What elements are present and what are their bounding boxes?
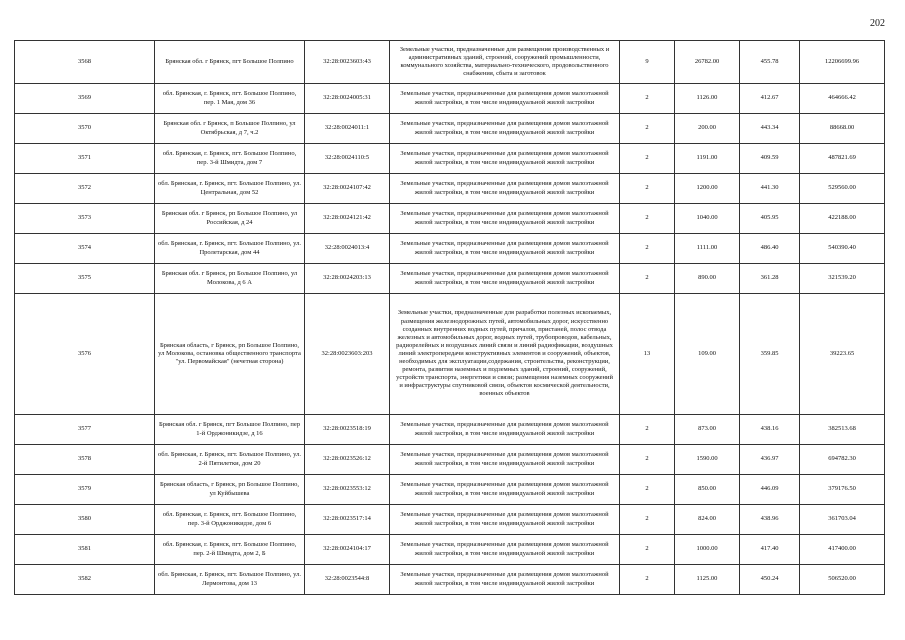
purpose-code-cell: 2 xyxy=(620,114,675,144)
address-cell: обл. Брянская, г. Брянск, пгт. Большое Полпино, пер. 3-й Орджоникидзе, дом 6 xyxy=(155,505,305,535)
purpose-code-cell: 2 xyxy=(620,535,675,565)
cadastral-value-cell: 382513.68 xyxy=(800,415,885,445)
purpose-code-cell: 2 xyxy=(620,415,675,445)
area-cell: 890.00 xyxy=(675,264,740,294)
purpose-code-cell: 2 xyxy=(620,84,675,114)
purpose-code-cell: 2 xyxy=(620,445,675,475)
specific-value-cell: 443.34 xyxy=(740,114,800,144)
cadastral-number-cell: 32:28:0024107:42 xyxy=(305,174,390,204)
land-purpose-cell: Земельные участки, предназначенные для разработки полезных ископаемых, размещения железнодорожных путей, автомобильных дорог, искусственно созданных внутренних водных путей, причалов, пристаней, полос отвода железных и автомобильных дорог, водных путей, трубопроводов, кабельных, радиорелейных и воздушных линий связи и линий радиофикации, воздушных линий электропередачи конструктивных элементов и сооружений, объектов, необходимых для эксплуатации,содержания, строительства, реконструкции, ремонта, развития наземных и подземных зданий, строений, сооружений, устройств транспорта, энергетики и связи; размещения наземных сооружений и инфраструктуры спутниковой связи, объектов космической деятельности, военных объектов xyxy=(390,294,620,415)
cadastral-value-cell: 321539.20 xyxy=(800,264,885,294)
land-purpose-cell: Земельные участки, предназначенные для размещения домов малоэтажной жилой застройки, в том числе индивидуальной жилой застройки xyxy=(390,204,620,234)
cadastral-value-cell: 464666.42 xyxy=(800,84,885,114)
row-number-cell: 3568 xyxy=(15,41,155,84)
purpose-code-cell: 2 xyxy=(620,475,675,505)
area-cell: 1191.00 xyxy=(675,144,740,174)
address-cell: Брянская обл. г Брянск, пгт Большое Полпино, пер 1-й Орджоникидзе, д 16 xyxy=(155,415,305,445)
land-purpose-cell: Земельные участки, предназначенные для размещения домов малоэтажной жилой застройки, в том числе индивидуальной жилой застройки xyxy=(390,234,620,264)
specific-value-cell: 417.40 xyxy=(740,535,800,565)
address-cell: обл. Брянская, г. Брянск, пгт. Большое Полпино, пер. 2-й Шмидта, дом 2, Б xyxy=(155,535,305,565)
table-row xyxy=(15,41,885,84)
land-purpose-cell: Земельные участки, предназначенные для размещения домов малоэтажной жилой застройки, в том числе индивидуальной жилой застройки xyxy=(390,415,620,445)
land-purpose-cell: Земельные участки, предназначенные для размещения домов малоэтажной жилой застройки, в том числе индивидуальной жилой застройки xyxy=(390,475,620,505)
table-row xyxy=(15,294,885,415)
table-row xyxy=(15,204,885,234)
table-row xyxy=(15,535,885,565)
cadastral-number-cell: 32:28:0024013:4 xyxy=(305,234,390,264)
address-cell: Брянская область, г Брянск, рп Большое Полпино, ул Молокова, остановка общественного транспорта "ул. Первомайская" (нечетная сторона) xyxy=(155,294,305,415)
cadastral-number-cell: 32:28:0023603:203 xyxy=(305,294,390,415)
specific-value-cell: 438.16 xyxy=(740,415,800,445)
address-cell: обл. Брянская, г. Брянск, пгт. Большое Полпино, ул. 2-й Пятилетки, дом 20 xyxy=(155,445,305,475)
row-number-cell: 3573 xyxy=(15,204,155,234)
purpose-code-cell: 13 xyxy=(620,294,675,415)
row-number-cell: 3571 xyxy=(15,144,155,174)
specific-value-cell: 436.97 xyxy=(740,445,800,475)
land-purpose-cell: Земельные участки, предназначенные для размещения домов малоэтажной жилой застройки, в том числе индивидуальной жилой застройки xyxy=(390,144,620,174)
row-number-cell: 3581 xyxy=(15,535,155,565)
specific-value-cell: 455.78 xyxy=(740,41,800,84)
cadastral-number-cell: 32:28:0023603:43 xyxy=(305,41,390,84)
row-number-cell: 3570 xyxy=(15,114,155,144)
cadastral-number-cell: 32:28:0023544:8 xyxy=(305,565,390,595)
area-cell: 1040.00 xyxy=(675,204,740,234)
specific-value-cell: 446.09 xyxy=(740,475,800,505)
table-row xyxy=(15,445,885,475)
row-number-cell: 3575 xyxy=(15,264,155,294)
specific-value-cell: 450.24 xyxy=(740,565,800,595)
address-cell: обл. Брянская, г. Брянск, пгт. Большое Полпино, ул. Пролетарская, дом 44 xyxy=(155,234,305,264)
cadastral-value-cell: 694782.30 xyxy=(800,445,885,475)
area-cell: 1590.00 xyxy=(675,445,740,475)
cadastral-value-cell: 540390.40 xyxy=(800,234,885,264)
cadastral-value-cell: 12206699.96 xyxy=(800,41,885,84)
specific-value-cell: 486.40 xyxy=(740,234,800,264)
specific-value-cell: 438.96 xyxy=(740,505,800,535)
area-cell: 1126.00 xyxy=(675,84,740,114)
cadastral-number-cell: 32:28:0024011:1 xyxy=(305,114,390,144)
cadastral-value-cell: 88668.00 xyxy=(800,114,885,144)
table-row xyxy=(15,565,885,595)
land-purpose-cell: Земельные участки, предназначенные для размещения домов малоэтажной жилой застройки, в том числе индивидуальной жилой застройки xyxy=(390,114,620,144)
purpose-code-cell: 2 xyxy=(620,204,675,234)
cadastral-value-cell: 422188.00 xyxy=(800,204,885,234)
specific-value-cell: 412.67 xyxy=(740,84,800,114)
cadastral-value-cell: 529560.00 xyxy=(800,174,885,204)
table-row xyxy=(15,475,885,505)
row-number-cell: 3578 xyxy=(15,445,155,475)
purpose-code-cell: 2 xyxy=(620,234,675,264)
land-purpose-cell: Земельные участки, предназначенные для размещения домов малоэтажной жилой застройки, в том числе индивидуальной жилой застройки xyxy=(390,535,620,565)
area-cell: 1125.00 xyxy=(675,565,740,595)
table-row xyxy=(15,84,885,114)
row-number-cell: 3574 xyxy=(15,234,155,264)
land-purpose-cell: Земельные участки, предназначенные для размещения домов малоэтажной жилой застройки, в том числе индивидуальной жилой застройки xyxy=(390,174,620,204)
land-purpose-cell: Земельные участки, предназначенные для размещения производственных и административных зданий, строений, сооружений промышленности, коммунального хозяйства, материально-технического, продовольственного снабжения, сбыта и заготовок xyxy=(390,41,620,84)
table-row xyxy=(15,505,885,535)
land-purpose-cell: Земельные участки, предназначенные для размещения домов малоэтажной жилой застройки, в том числе индивидуальной жилой застройки xyxy=(390,445,620,475)
address-cell: обл. Брянская, г. Брянск, пгт. Большое Полпино, пер. 1 Мая, дом 36 xyxy=(155,84,305,114)
cadastral-number-cell: 32:28:0024005:31 xyxy=(305,84,390,114)
cadastral-value-cell: 417400.00 xyxy=(800,535,885,565)
specific-value-cell: 409.59 xyxy=(740,144,800,174)
purpose-code-cell: 2 xyxy=(620,565,675,595)
row-number-cell: 3569 xyxy=(15,84,155,114)
purpose-code-cell: 2 xyxy=(620,174,675,204)
address-cell: обл. Брянская, г. Брянск, пгт. Большое Полпино, ул. Лермонтова, дом 13 xyxy=(155,565,305,595)
row-number-cell: 3572 xyxy=(15,174,155,204)
area-cell: 109.00 xyxy=(675,294,740,415)
page-number: 202 xyxy=(870,18,885,29)
cadastral-number-cell: 32:28:0024203:13 xyxy=(305,264,390,294)
cadastral-number-cell: 32:28:0023517:14 xyxy=(305,505,390,535)
cadastral-value-cell: 361703.04 xyxy=(800,505,885,535)
specific-value-cell: 441.30 xyxy=(740,174,800,204)
address-cell: Брянская обл. г Брянск, пгт Большое Полпино xyxy=(155,41,305,84)
address-cell: Брянская область, г Брянск, рп Большое Полпино, ул Куйбышева xyxy=(155,475,305,505)
table-row xyxy=(15,114,885,144)
area-cell: 850.00 xyxy=(675,475,740,505)
land-purpose-cell: Земельные участки, предназначенные для размещения домов малоэтажной жилой застройки, в том числе индивидуальной жилой застройки xyxy=(390,84,620,114)
address-cell: обл. Брянская, г. Брянск, пгт. Большое Полпино, пер. 3-й Шмидта, дом 7 xyxy=(155,144,305,174)
specific-value-cell: 405.95 xyxy=(740,204,800,234)
specific-value-cell: 361.28 xyxy=(740,264,800,294)
purpose-code-cell: 9 xyxy=(620,41,675,84)
table-row xyxy=(15,415,885,445)
table-row xyxy=(15,264,885,294)
purpose-code-cell: 2 xyxy=(620,505,675,535)
specific-value-cell: 359.85 xyxy=(740,294,800,415)
row-number-cell: 3577 xyxy=(15,415,155,445)
row-number-cell: 3576 xyxy=(15,294,155,415)
land-purpose-cell: Земельные участки, предназначенные для размещения домов малоэтажной жилой застройки, в том числе индивидуальной жилой застройки xyxy=(390,264,620,294)
cadastral-number-cell: 32:28:0023526:12 xyxy=(305,445,390,475)
cadastral-number-cell: 32:28:0023518:19 xyxy=(305,415,390,445)
table-row xyxy=(15,174,885,204)
area-cell: 200.00 xyxy=(675,114,740,144)
land-purpose-cell: Земельные участки, предназначенные для размещения домов малоэтажной жилой застройки, в том числе индивидуальной жилой застройки xyxy=(390,565,620,595)
cadastral-number-cell: 32:28:0024121:42 xyxy=(305,204,390,234)
row-number-cell: 3580 xyxy=(15,505,155,535)
address-cell: обл. Брянская, г. Брянск, пгт. Большое Полпино, ул. Центральная, дом 52 xyxy=(155,174,305,204)
area-cell: 873.00 xyxy=(675,415,740,445)
address-cell: Брянская обл. г Брянск, рп Большое Полпино, ул Молокова, д 6 А xyxy=(155,264,305,294)
cadastral-value-cell: 379176.50 xyxy=(800,475,885,505)
table-row xyxy=(15,144,885,174)
cadastral-number-cell: 32:28:0023553:12 xyxy=(305,475,390,505)
land-purpose-cell: Земельные участки, предназначенные для размещения домов малоэтажной жилой застройки, в том числе индивидуальной жилой застройки xyxy=(390,505,620,535)
area-cell: 1111.00 xyxy=(675,234,740,264)
row-number-cell: 3582 xyxy=(15,565,155,595)
registry-table xyxy=(14,40,885,595)
cadastral-number-cell: 32:28:0024104:17 xyxy=(305,535,390,565)
cadastral-value-cell: 487821.69 xyxy=(800,144,885,174)
cadastral-value-cell: 39223.65 xyxy=(800,294,885,415)
table-row xyxy=(15,234,885,264)
area-cell: 1000.00 xyxy=(675,535,740,565)
area-cell: 1200.00 xyxy=(675,174,740,204)
address-cell: Брянская обл. г Брянск, рп Большое Полпино, ул Российская, д 24 xyxy=(155,204,305,234)
cadastral-value-cell: 506520.00 xyxy=(800,565,885,595)
area-cell: 824.00 xyxy=(675,505,740,535)
address-cell: Брянская обл. г Брянск, п Большое Полпино, ул Октябрьская, д 7, ч.2 xyxy=(155,114,305,144)
purpose-code-cell: 2 xyxy=(620,144,675,174)
cadastral-number-cell: 32:28:0024110:5 xyxy=(305,144,390,174)
area-cell: 26782.00 xyxy=(675,41,740,84)
row-number-cell: 3579 xyxy=(15,475,155,505)
purpose-code-cell: 2 xyxy=(620,264,675,294)
